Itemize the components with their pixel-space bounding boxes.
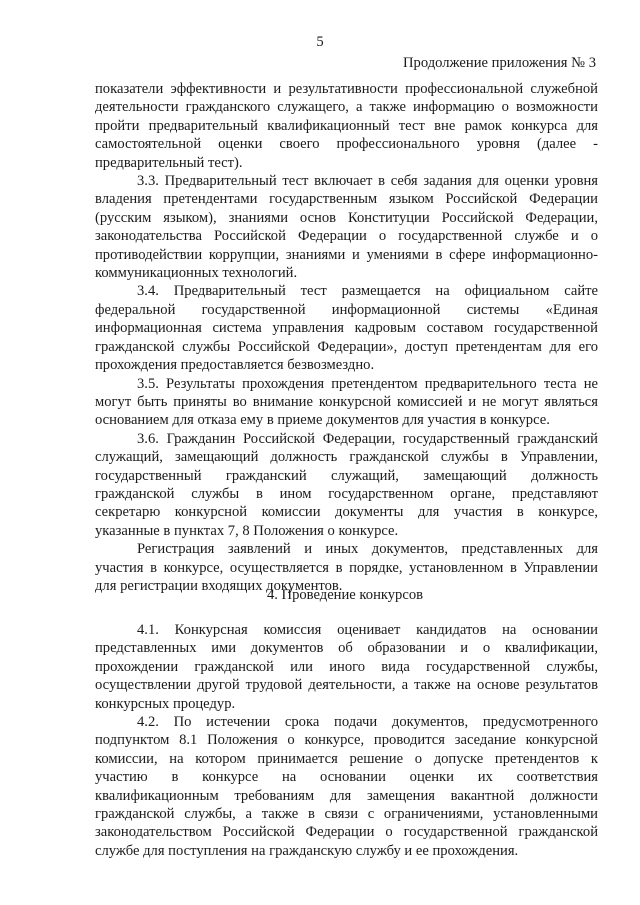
text-line: 3.4. Предварительный тест размещается на официальном сайте bbox=[137, 283, 598, 300]
text-line: 3.5. Результаты прохождения претендентом предварительного теста не bbox=[137, 375, 598, 392]
document-body-before bbox=[95, 80, 598, 595]
paragraph-p0 bbox=[95, 80, 598, 172]
text-line: могут быть приняты во внимание конкурсной комиссией и не могут являться bbox=[95, 393, 598, 410]
text-line: 4.1. Конкурсная комиссия оценивает кандидатов на основании bbox=[137, 622, 598, 638]
document-body-after bbox=[95, 621, 598, 860]
text-line: 3.6. Гражданин Российской Федерации, государственный гражданский bbox=[137, 430, 598, 447]
text-line: конкурсных процедур. bbox=[95, 695, 236, 712]
text-line: предварительный тест). bbox=[95, 154, 243, 171]
text-line: деятельности гражданского служащего, а также информацию о возможности bbox=[95, 99, 598, 116]
text-line: участия в конкурсе, осуществляется в порядке, установленном в Управлении bbox=[95, 559, 598, 576]
text-line: секретарю конкурсной комиссии документы для участия в конкурсе, bbox=[95, 504, 598, 521]
text-line: показатели эффективности и результативности профессиональной служебной bbox=[95, 81, 598, 97]
text-line: пройти предварительный квалификационный тест вне рамок конкурса для bbox=[95, 117, 598, 134]
text-line: 4.2. По истечении срока подачи документов, предусмотренного bbox=[137, 714, 598, 731]
text-line: государственный гражданский служащий, замещающий должность bbox=[95, 467, 598, 484]
paragraph-p35 bbox=[95, 375, 598, 430]
text-line: Регистрация заявлений и иных документов, представленных для bbox=[137, 541, 598, 558]
text-line: информационная система управления кадровым составом государственной bbox=[95, 320, 598, 337]
text-line: участию в конкурсе на основании оценки их соответствия bbox=[95, 769, 598, 786]
paragraph-p41 bbox=[95, 621, 598, 713]
text-line: гражданской службы в ином государственном органе, представляют bbox=[95, 485, 598, 502]
page-number: 5 bbox=[316, 34, 324, 50]
text-line: основанием для отказа ему в приеме документов для участия в конкурсе. bbox=[95, 412, 550, 429]
text-line: квалификационным требованиям для замещения вакантной должности bbox=[95, 787, 598, 804]
text-line: законодательством Российской Федерации о государственной гражданской bbox=[95, 824, 598, 841]
paragraph-p33 bbox=[95, 172, 598, 282]
text-line: (русским языком), знаниями основ Конституции Российской Федерации, bbox=[95, 209, 598, 226]
text-line: служащий, замещающий должность гражданской службы в Управлении, bbox=[95, 449, 598, 466]
text-line: подпунктом 8.1 Положения о конкурсе, проводится заседание конкурсной bbox=[95, 732, 598, 749]
running-header: Продолжение приложения № 3 bbox=[403, 55, 596, 71]
text-line: самостоятельной оценки своего профессионального уровня (далее - bbox=[95, 136, 598, 153]
text-line: коммуникационных технологий. bbox=[95, 265, 298, 282]
text-line: для регистрации входящих документов. bbox=[95, 577, 343, 594]
text-line: прохождении гражданской или иного вида государственной службы, bbox=[95, 658, 598, 675]
text-line: законодательства Российской Федерации о государственной службе и о bbox=[95, 228, 598, 245]
text-line: 3.3. Предварительный тест включает в себя задания для оценки уровня bbox=[137, 173, 598, 190]
text-line: службе для поступления на гражданскую службу и ее прохождения. bbox=[95, 842, 519, 859]
section-heading: 4. Проведение конкурсов bbox=[266, 587, 424, 603]
paragraph-p36 bbox=[95, 430, 598, 540]
text-line: указанные в пунктах 7, 8 Положения о конкурсе. bbox=[95, 522, 399, 539]
text-line: гражданской службы, а также в связи с ограничениями, установленными bbox=[95, 806, 598, 823]
text-line: владения претендентами государственным языком Российской Федерации bbox=[95, 191, 598, 208]
paragraph-p34 bbox=[95, 282, 598, 374]
text-line: федеральной государственной информационной системы «Единая bbox=[95, 301, 598, 318]
text-line: гражданской службы Российской Федерации», доступ претендентам для его bbox=[95, 338, 598, 355]
text-line: прохождения предоставляется безвозмездно. bbox=[95, 357, 375, 374]
text-line: комиссии, на котором принимается решение о допуске претендентов к bbox=[95, 750, 598, 767]
paragraph-p42 bbox=[95, 713, 598, 860]
text-line: противодействии коррупции, знаниями и умениями в сфере информационно- bbox=[95, 246, 598, 263]
text-line: представленных ими документов об образовании и о квалификации, bbox=[95, 640, 598, 657]
text-line: осуществлении другой трудовой деятельности, а также на основе результатов bbox=[95, 677, 598, 694]
